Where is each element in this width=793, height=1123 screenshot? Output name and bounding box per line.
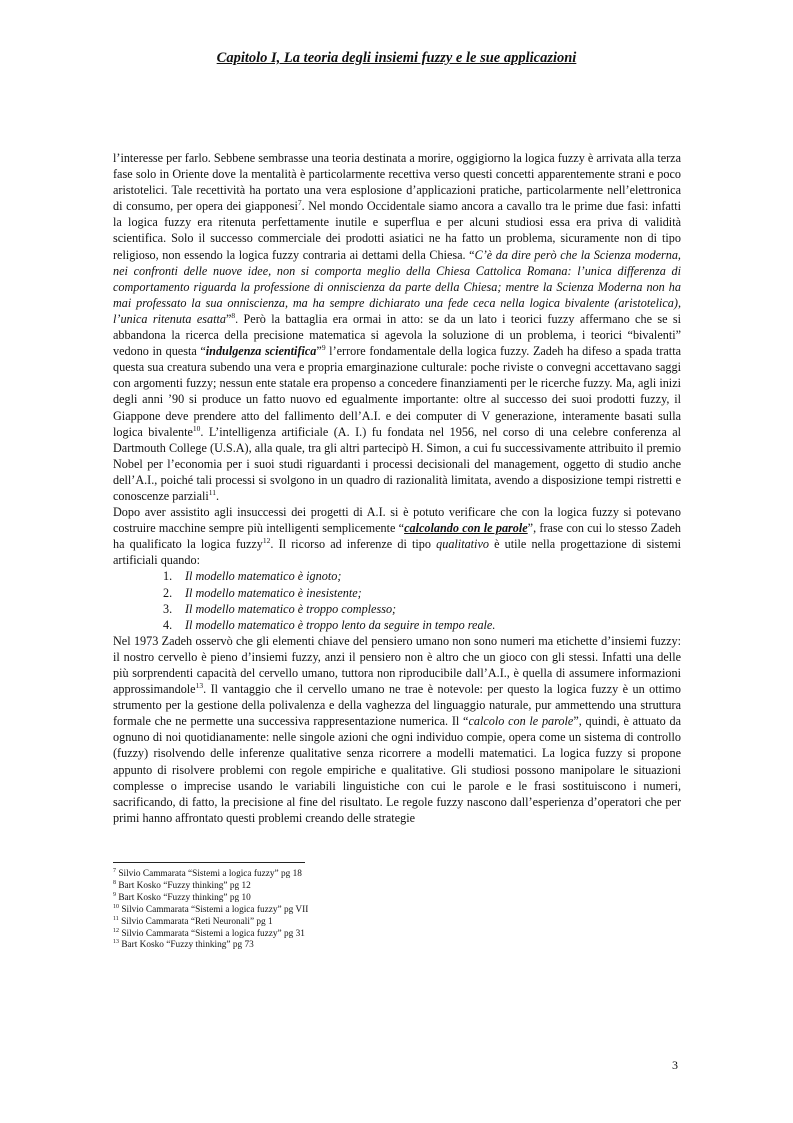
list-item-number: 3. — [163, 601, 173, 616]
list-item — [163, 617, 681, 633]
paragraph-2-text-a: Dopo aver assistito agli insuccessi dei progetti di A.I. si è potuto verificare che con la logica fuzzy si potevano costruire macchine sempre più intelligenti semplicemente “ — [113, 505, 681, 536]
term-calcolo-con-le-parole: calcolo con le parole — [468, 714, 574, 729]
footnote-text: Bart Kosko “Fuzzy thinking” pg 12 — [118, 880, 251, 891]
paragraph-1-text-g: . L’intelligenza artificiale (A. I.) fu fondata nel 1956, nel corso di una celebre conferenza al Dartmouth College (U.S.A), alla quale, tra gli altri partecipò H. Simon, a cui fu successivamente attribuito il premio Nobel per l’economia per i suoi studi riguardanti i processi decisionali del management, oggetto di studio anche dell’A.I., poiché tali processi si svolgono in un quadro di razionalità limitata, avendo a disposizione tempi ristretti e conoscenze parziali — [113, 424, 681, 503]
chapter-title: Capitolo I, La teoria degli insiemi fuzzy e le sue applicazioni — [216, 50, 577, 66]
list-item-text: Il modello matematico è troppo lento da seguire in tempo reale. — [185, 617, 496, 632]
paragraph-3-text-c: ”, quindi, è attuato da ognuno di noi quotidianamente: nelle singole azioni che ogni individuo compie, opera come un sistema di controllo (fuzzy) risolvendo delle inferenze qualitative senza ricorrere a modelli matematici. La logica fuzzy si propone appunto di risolvere problemi con regole empiriche e qualitative. Gli studiosi possono manipolare le situazioni complesse o imprecise usando le variabili linguistiche con cui le parole e le frasi sostituiscono i numeri, sacrificando, di fatto, la precisione al fine del risultato. Le regole fuzzy nascono dall’esperienza d’operatori che per primi hanno affrontato questi problemi creando delle strategie — [113, 714, 682, 825]
paragraph-3 — [113, 633, 681, 826]
footnote-ref-8: 8 — [231, 310, 236, 320]
footnote-ref-12: 12 — [262, 536, 271, 546]
list-item-number: 1. — [163, 569, 173, 584]
footnote-ref-10: 10 — [192, 423, 201, 433]
paragraph-2-text-d: è utile nella progettazione di sistemi artificiali quando: — [113, 537, 682, 568]
paragraph-1 — [113, 150, 681, 504]
paragraph-3-text-b: . Il vantaggio che il cervello umano ne trae è notevole: per questo la logica fuzzy è un ottimo strumento per la gestione della polivalenza e della vaghezza del linguaggio naturale, pur ammettendo una struttura formale che ne permette una successiva rappresentazione numerica. Il “ — [113, 682, 681, 729]
footnote — [113, 881, 513, 893]
list-item — [163, 601, 681, 617]
footnote-number: 8 — [113, 879, 116, 886]
footnote — [113, 869, 513, 881]
footnote — [113, 917, 513, 929]
paragraph-1-text-c: ” — [225, 311, 232, 326]
paragraph-1-text-d: . Però la battaglia era ormai in atto: se da un lato i teorici fuzzy affermano che se si abbandona la ricerca della precisione matematica si agevola la soluzione di un problema, i teorici “bivalenti” vedono in questa “ — [113, 311, 681, 359]
paragraph-1-text-h: . — [216, 488, 220, 503]
footnote-text: Bart Kosko “Fuzzy thinking” pg 10 — [118, 892, 251, 903]
list-item — [163, 585, 681, 601]
footnote-number: 10 — [113, 903, 119, 910]
footnote — [113, 940, 513, 952]
footnote-text: Silvio Cammarata “Sistemi a logica fuzzy” pg 18 — [118, 869, 302, 879]
paragraph-1-text-f: l’errore fondamentale della logica fuzzy. Zadeh ha difeso a spada tratta questa sua creatura subendo una vera e propria emarginazione culturale: poche riviste o convegni accettavano saggi con argomenti fuzzy; nessun ente statale era propenso a concedere finanziamenti per le ricerche fuzzy. Ma, agli inizi degli anni ’90 si produce un fatto nuovo ed egualmente importante: oltre al successo dei suoi prodotti fuzzy, il Giappone deve prendere atto del fallimento dell’A.I. e dei computer di V generazione, interamente basati sulla logica bivalente — [113, 344, 681, 439]
paragraph-1-text-a: l’interesse per farlo. Sebbene sembrasse una teoria destinata a morire, oggigiorno la logica fuzzy è arrivata alla terza fase solo in Oriente dove la mentalità è particolarmente recettiva verso questi concetti apparentemente strani e poco aristotelici. Tale recettività ha portato una vera esplosione d’applicazioni pratiche, particolarmente nell’elettronica di consumo, per opera dei giapponesi — [113, 151, 681, 214]
list-item — [163, 568, 681, 584]
footnote-separator — [113, 862, 305, 863]
paragraph-2-text-c: . Il ricorso ad inferenze di tipo — [270, 537, 437, 552]
footnotes — [113, 869, 513, 952]
footnote-text: Silvio Cammarata “Sistemi a logica fuzzy” pg VII — [121, 904, 309, 915]
footnote — [113, 905, 513, 917]
footnote-text: Silvio Cammarata “Reti Neuronali” pg 1 — [121, 916, 273, 927]
footnote-ref-13: 13 — [195, 681, 204, 691]
conditions-list — [113, 568, 681, 632]
list-item-text: Il modello matematico è inesistente; — [185, 585, 362, 600]
term-calcolando-con-le-parole: calcolando con le parole — [404, 521, 528, 536]
page-number: 3 — [672, 1058, 678, 1072]
list-item-text: Il modello matematico è troppo complesso; — [185, 601, 397, 616]
paragraph-1-text-e: ” — [316, 344, 322, 359]
list-item-number: 2. — [163, 585, 173, 600]
paragraph-3-text-a: Nel 1973 Zadeh osservò che gli elementi chiave del pensiero umano non sono numeri ma etichette d’insiemi fuzzy: il nostro cervello è pieno d’insiemi fuzzy, anzi il pensiero non è altro che un gioco con gli stessi. Infatti una delle più sorprendenti capacità del cervello umano, tuttora non riproducibile dall’A.I., è quella di assumere informazioni approssimandole — [113, 633, 681, 697]
footnote — [113, 929, 513, 941]
footnote — [113, 893, 513, 905]
footnote-ref-9: 9 — [321, 343, 326, 353]
footnote-text: Bart Kosko “Fuzzy thinking” pg 73 — [121, 940, 254, 951]
footnote-ref-11: 11 — [208, 487, 216, 497]
footnote-number: 11 — [113, 915, 119, 922]
body-text — [113, 150, 681, 826]
church-quote: C’è da dire però che la Scienza moderna, nei confronti delle nuove idee, non si comporta meglio della Chiesa Cattolica Romana: l’unica differenza di comportamento riguarda la professione di onniscienza da parte della Chiesa; mentre la Scienza Moderna non ha mai professato la sua onniscienza, ma ha sempre dichiarato una fede ceca nella logica bivalente (aristotelica), l’unica ritenuta esatta — [113, 247, 681, 326]
list-item-text: Il modello matematico è ignoto; — [185, 569, 342, 584]
footnote-text: Silvio Cammarata “Sistemi a logica fuzzy” pg 31 — [121, 928, 305, 939]
footnote-number: 7 — [113, 867, 116, 874]
footnote-number: 13 — [113, 939, 119, 946]
paragraph-2-text-b: ”, frase con cui lo stesso Zadeh ha qualificato la logica fuzzy — [113, 521, 682, 552]
footnote-number: 12 — [113, 927, 119, 934]
running-header — [0, 50, 793, 67]
footnote-number: 9 — [113, 891, 116, 898]
footnote-ref-7: 7 — [297, 198, 302, 208]
term-qualitativo: qualitativo — [436, 537, 489, 552]
list-item-number: 4. — [163, 617, 173, 632]
paragraph-2 — [113, 504, 681, 568]
paragraph-1-text-b: . Nel mondo Occidentale siamo ancora a cavallo tra le prime due fasi: infatti la logica fuzzy era ritenuta perfettamente inutile e superflua e per alcuni studiosi essa era priva di validità scientifica. Solo il successo commerciale dei prodotti asiatici ne ha fatto un problema, sicuramente non di tipo religioso, non essendo la logica fuzzy contraria ai dettami della Chiesa. “ — [113, 199, 681, 262]
term-indulgenza-scientifica: indulgenza scientifica — [205, 344, 317, 359]
